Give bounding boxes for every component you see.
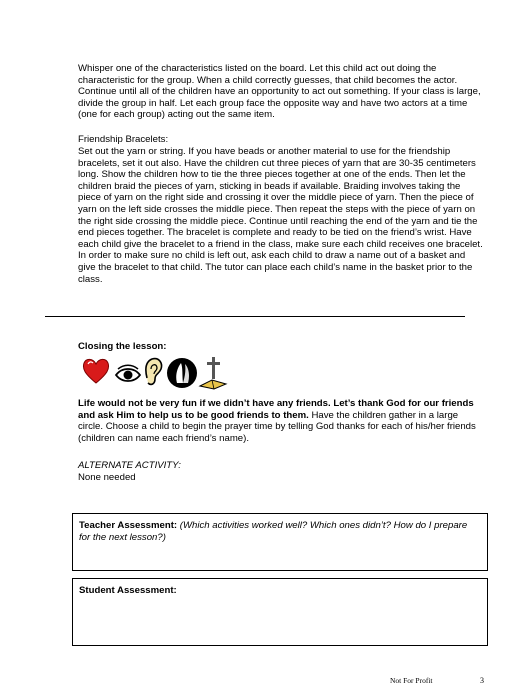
alternate-text: None needed — [78, 472, 136, 483]
ear-icon — [142, 356, 164, 388]
section-divider — [45, 316, 465, 317]
student-assessment-label: Student Assessment: — [79, 585, 177, 596]
cross-bible-icon — [198, 356, 228, 390]
closing-paragraph — [78, 398, 484, 444]
student-assessment-box[interactable] — [72, 578, 488, 646]
teacher-assessment-prompt: (Which activities worked well? Which ones didn’t? How do I prepare for the next lesson?) — [79, 520, 468, 543]
footer-text: Not For Profit — [390, 676, 433, 685]
alternate-heading: ALTERNATE ACTIVITY: — [78, 460, 181, 471]
teacher-assessment-content — [79, 520, 479, 544]
eye-icon — [114, 364, 142, 386]
page-number: 3 — [480, 676, 484, 685]
teacher-assessment-box[interactable] — [72, 513, 488, 571]
intro-paragraph: Whisper one of the characteristics listed on the board. Let this child act out doing the characteristic for the group. When a child correctly guesses, that child becomes the actor. Continue until all of the children have an opportunity to act out something. If your class is large, divide the group in half. Let each group face the opposite way and have two actors at a time (one for each group) acting out the same item. — [78, 63, 481, 121]
student-assessment-content — [79, 585, 479, 597]
bracelets-body: Set out the yarn or string. If you have beads or another material to use for the friendship bracelets, set it out also. Have the children cut three pieces of yarn that are 30-35 centimeters long. Show the children how to tie the three pieces together at one of the ends. Then let the children braid the pieces of yarn, sticking in beads if available. Braiding involves taking the piece of yarn on the right side and crossing it over the middle piece of yarn. Then the piece of yarn on the left side crosses the middle piece. Then repeat the steps with the piece of yarn on the right side crossing the middle piece. Continue until reaching the end of the yarn and tie the end pieces together. The bracelet is complete and ready to be tied on the friend’s wrist. Have each child give the bracelet to a friend in the class, make sure each child receives one bracelet. In order to make sure no child is left out, ask each child to draw a name out of a basket and give the bracelet to that child. The tutor can place each child’s name in the basket prior to the class. — [78, 146, 483, 285]
closing-normal-text: Have the children gather in a large circle. Choose a child to begin the prayer time by telling God thanks for each of his/her friends (children can name each friend’s name). — [78, 409, 476, 444]
closing-bold-text: Life would not be very fun if we didn’t have any friends. Let’s thank God for our friends and ask Him to help us to be good friends to them. — [78, 398, 474, 421]
praying-hands-icon — [166, 356, 198, 390]
bracelets-title: Friendship Bracelets: — [78, 134, 169, 145]
closing-icons — [82, 356, 232, 390]
heart-icon — [82, 356, 110, 386]
teacher-assessment-label: Teacher Assessment: — [79, 520, 178, 531]
closing-heading: Closing the lesson: — [78, 341, 167, 352]
